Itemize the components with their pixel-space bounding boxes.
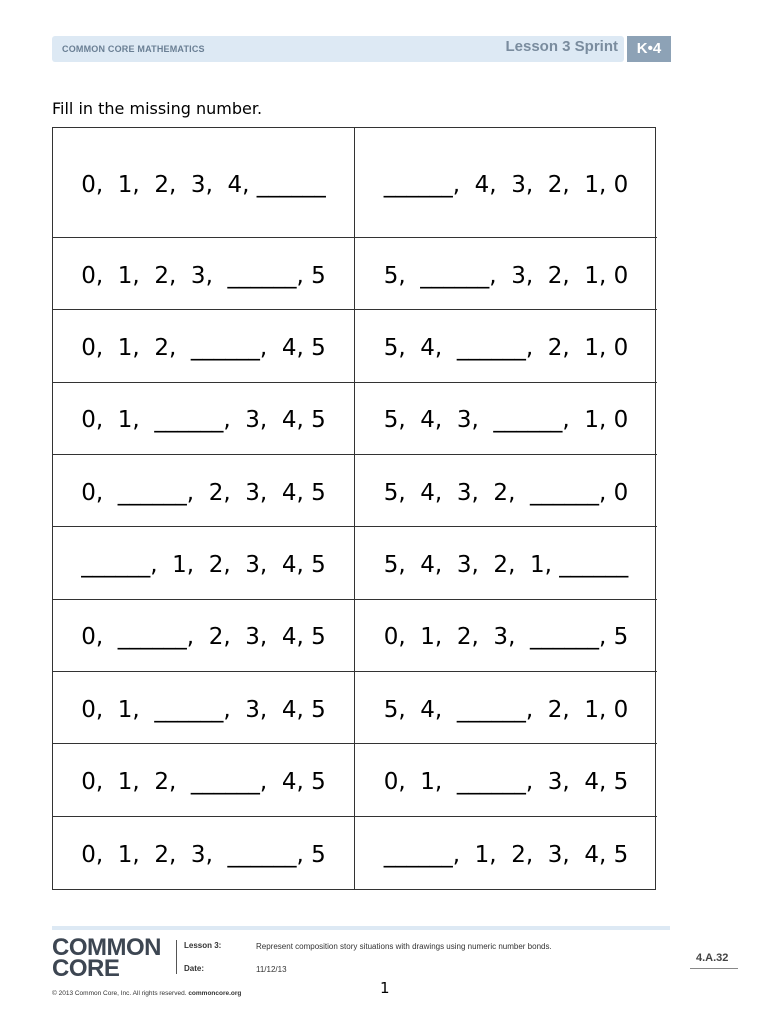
- sprint-problem-4-right: 5, 4, 3, ______, 1, 0: [355, 383, 657, 455]
- date-label: Date:: [184, 964, 205, 973]
- logo-divider: [176, 940, 177, 974]
- sprint-problem-7-right: 0, 1, 2, 3, ______, 5: [355, 600, 657, 672]
- sprint-problem-6-right: 5, 4, 3, 2, 1, ______: [355, 527, 657, 599]
- sprint-problem-2-left: 0, 1, 2, 3, ______, 5: [53, 238, 355, 310]
- sprint-problem-2-right: 5, ______, 3, 2, 1, 0: [355, 238, 657, 310]
- sprint-problem-3-right: 5, 4, ______, 2, 1, 0: [355, 310, 657, 382]
- lesson-description: Represent composition story situations with drawings using numeric number bonds.: [256, 942, 552, 951]
- sprint-problem-10-right: ______, 1, 2, 3, 4, 5: [383, 841, 629, 868]
- sprint-problem-5-right: 5, 4, 3, 2, ______, 0: [355, 455, 657, 527]
- reference-code: 4.A.32: [696, 952, 729, 964]
- page-number: 1: [380, 979, 390, 997]
- sprint-problem-9-left: 0, 1, 2, ______, 4, 5: [53, 744, 355, 816]
- sprint-problem-5-left: 0, ______, 2, 3, 4, 5: [53, 455, 355, 527]
- sprint-problem-6-left: ______, 1, 2, 3, 4, 5: [53, 527, 355, 599]
- date-value: 11/12/13: [256, 965, 287, 974]
- sprint-problem-8-left: 0, 1, ______, 3, 4, 5: [53, 672, 355, 744]
- lesson-label: Lesson 3:: [184, 941, 222, 950]
- reference-underline: [690, 968, 738, 969]
- instruction-text: Fill in the missing number.: [52, 99, 263, 118]
- footer-divider: [52, 926, 670, 930]
- header-subject: COMMON CORE MATHEMATICS: [62, 44, 205, 54]
- common-core-logo: COMMON CORE: [52, 934, 161, 982]
- sprint-problem-1-right: ______, 4, 3, 2, 1, 0: [355, 128, 657, 238]
- sprint-problem-7-left: 0, ______, 2, 3, 4, 5: [53, 600, 355, 672]
- copyright-text: © 2013 Common Core, Inc. All rights reserved. commoncore.org: [52, 990, 242, 997]
- sprint-problem-4-left: 0, 1, ______, 3, 4, 5: [53, 383, 355, 455]
- sprint-problem-3-left: 0, 1, 2, ______, 4, 5: [53, 310, 355, 382]
- sprint-problem-10-left: 0, 1, 2, 3, ______, 5: [53, 817, 355, 889]
- sprint-problem-9-right: 0, 1, ______, 3, 4, 5: [355, 744, 657, 816]
- sprint-problem-1-left: 0, 1, 2, 3, 4, ______: [53, 128, 355, 238]
- sprint-problem-8-right: 5, 4, ______, 2, 1, 0: [355, 672, 657, 744]
- grade-tab: K•4: [627, 36, 671, 62]
- sprint-grid: [52, 127, 656, 890]
- lesson-title: Lesson 3 Sprint: [505, 38, 618, 55]
